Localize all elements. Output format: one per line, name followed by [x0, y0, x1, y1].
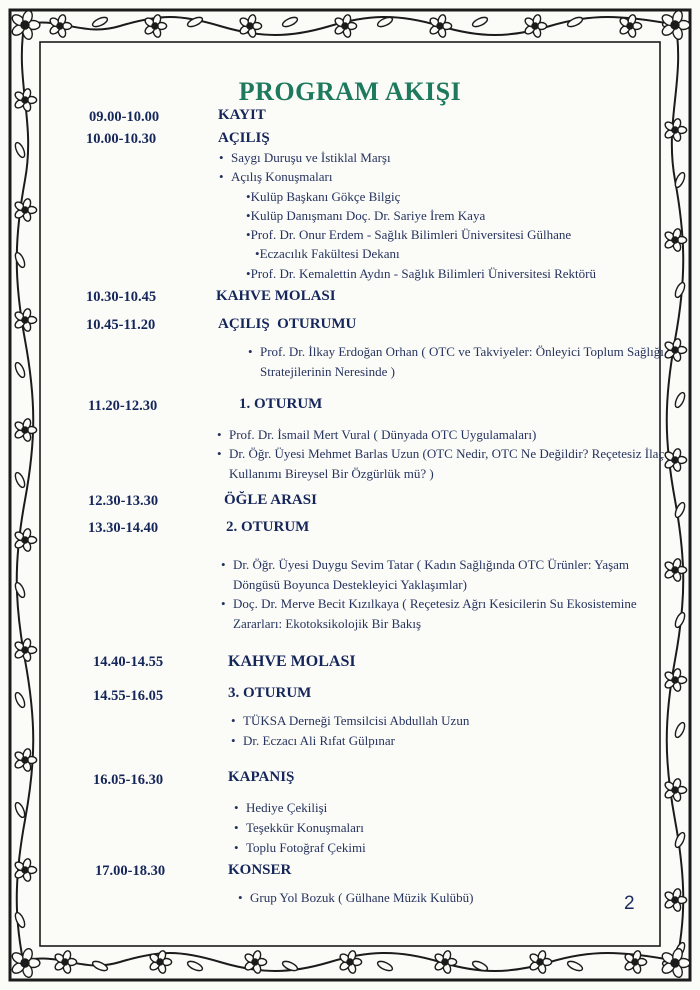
list-item: • Dr. Öğr. Üyesi Duygu Sevim Tatar ( Kadın Sağlığında OTC Ürünler: Yaşam Döngüsü Boyunca Destekleyici Yaklaşımlar) [221, 555, 665, 595]
time-slot: 17.00-18.30 [95, 863, 166, 879]
time-slot: 10.30-10.45 [86, 289, 157, 305]
session-title: AÇILIŞ [218, 130, 270, 146]
list-item: • Prof. Dr. İsmail Mert Vural ( Dünyada OTC Uygulamaları) [217, 425, 669, 445]
sub-item: • Prof. Dr. Onur Erdem - Sağlık Bilimleri Üniversitesi Gülhane [246, 225, 571, 245]
session-title: ÖĞLE ARASI [224, 492, 317, 508]
list-item: • Teşekkür Konuşmaları [234, 818, 646, 838]
time-slot: 14.40-14.55 [93, 654, 164, 670]
time-slot: 10.45-11.20 [86, 317, 156, 333]
time-slot: 12.30-13.30 [88, 493, 159, 509]
session-title: 3. OTURUM [228, 685, 312, 701]
list-item: • Grup Yol Bozuk ( Gülhane Müzik Kulübü) [238, 888, 650, 908]
list-item: • Prof. Dr. İlkay Erdoğan Orhan ( OTC ve Takviyeler: Önleyici Toplum Sağlığı Stratejilerinin Neresinde ) [248, 342, 665, 382]
sub-item: • Kulüp Başkanı Gökçe Bilgiç [246, 187, 400, 207]
list-item: • Toplu Fotoğraf Çekimi [234, 838, 646, 858]
page-number: 2 [624, 893, 635, 914]
session-title: AÇILIŞ OTURUMU [218, 316, 357, 332]
sub-item-continuation: • Eczacılık Fakültesi Dekanı [255, 244, 400, 264]
page-title: PROGRAM AKIŞI [238, 77, 462, 106]
list-item: • Açılış Konuşmaları [219, 167, 651, 187]
time-slot: 10.00-10.30 [86, 131, 157, 147]
sub-item: • Prof. Dr. Kemalettin Aydın - Sağlık Bilimleri Üniversitesi Rektörü [246, 264, 596, 284]
session-title: KAHVE MOLASI [228, 653, 356, 670]
list-item: • Hediye Çekilişi [234, 798, 646, 818]
list-item: • Doç. Dr. Merve Becit Kızılkaya ( Reçetesiz Ağrı Kesicilerin Su Ekosistemine Zararları: Ekotoksikolojik Bir Bakış [221, 594, 665, 634]
time-slot: 13.30-14.40 [88, 520, 159, 536]
session-title: KAPANIŞ [228, 769, 295, 785]
list-item: • Dr. Eczacı Ali Rıfat Gülpınar [231, 731, 663, 751]
time-slot: 11.20-12.30 [88, 398, 158, 414]
session-title: 1. OTURUM [239, 396, 323, 412]
list-item: • TÜKSA Derneği Temsilcisi Abdullah Uzun [231, 711, 663, 731]
session-title: KAHVE MOLASI [216, 288, 336, 304]
list-item: • Dr. Öğr. Üyesi Mehmet Barlas Uzun (OTC Nedir, OTC Ne Değildir? Reçetesiz İlaç Kullanımı Bireysel Bir Özgürlük mü? ) [217, 444, 669, 484]
time-slot: 09.00-10.00 [89, 109, 160, 125]
list-item: • Saygı Duruşu ve İstiklal Marşı [219, 148, 651, 168]
time-slot: 16.05-16.30 [93, 772, 164, 788]
session-title: KAYIT [218, 107, 266, 123]
session-title: KONSER [228, 862, 292, 878]
sub-item: • Kulüp Danışmanı Doç. Dr. Sariye İrem Kaya [246, 206, 485, 226]
session-title: 2. OTURUM [226, 519, 310, 535]
time-slot: 14.55-16.05 [93, 688, 164, 704]
